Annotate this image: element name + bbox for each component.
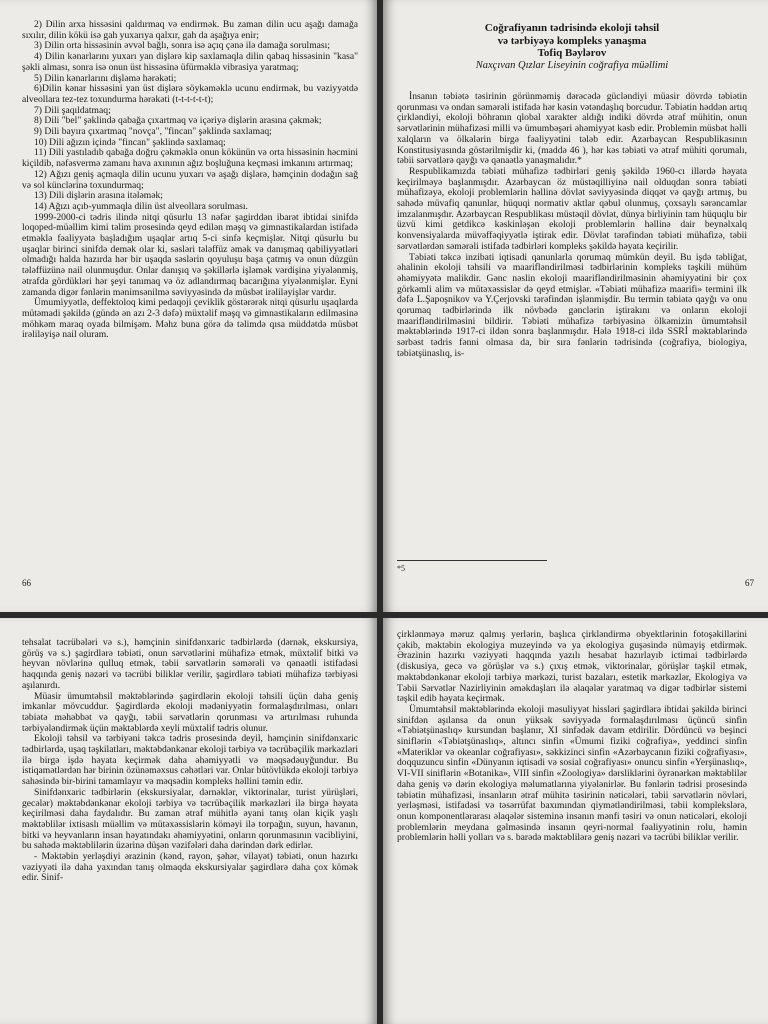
exercise-item: 8) Dili "bel" şəklində qabağa çıxartmaq və içəriyə dişlərin arasına çəkmək; [34, 115, 322, 127]
exercise-item: 2) Dilin arxa hissəsini qaldırmaq və endirmək. Bu zaman dilin ucu aşağı damağa sıxılır, dilin kökü isə gah yuxarıya qalxır, gah da aşağıya enir; [22, 19, 358, 41]
page-69-body [397, 630, 747, 844]
body-paragraph: Ümumiyyətlə, deffektoloq kimi pedaqoji çeviklik göstərərək nitqi qüsurlu uşaqlarda mütəmadi şəkildə (gündə ən azı 2-3 dəfə) müxtəlif məşq və gimnastikaların edilməsinə möhkəm maraq oyada bilmişəm. Məhz buna görə də təlimdə qısa müddətdə müsbət irəliləyişə nail oluram. [22, 297, 358, 341]
body-paragraph: Ekoloji təhsil və tərbiyəni təkcə tədris prosesində deyil, həmçinin sinifdənxaric tədbirlərdə, uşaq təşkilatları, məktəbdənkənar ekoloji tərbiyə və təcrübəçilik mərkəzləri ilə birgə işdə həyata keçirmək daha əhəmiyyətli və məqsədəuyğundur. Bu istiqamətlərdən hər birinin özünəməxsus cəhətləri var. Onlar bütövlükdə ekoloji tərbiyə sahəsində bir-birini tamamlayır və məqsədin kompleks həllini təmin edir. [22, 733, 358, 788]
body-paragraph: İnsanın təbiətə təsirinin görünməmiş dərəcədə gücləndiyi müasir dövrdə təbiətin qorunması və ondan səmərəli istifadə hər kəsin vətəndaşlıq borcudur. Təbiətin həddən artıq çirkləndiyi, ekoloji böhranın qlobal xarakter aldığı indiki dövrdə ətraf mühitin, onun sərvətlərinin mühafizəsi milli və ümumbəşəri əhəmiyyət kəsb edir. Problemin müsbət həlli xalqların və ölkələrin birgə fəaliyyətini tələb edir. Azərbaycan Respublikasının Konstitusiyasında göstərilmişdir ki, (maddə 46 ), hər kəs təbiəti və ətraf mühiti qorumalı, təbii sərvətlərə qayğı və qənaətlə yanaşmalıdır.* [397, 91, 747, 167]
bottom-book-spread [0, 618, 768, 1024]
exercise-item: 6)Dilin kənar hissəsini yan üst dişlərə söykəməklə ucunu endirmək, bu vəziyyətdə alveollara tez-tez toxundurma hərəkəti (t-t-t-t-t-t); [22, 83, 358, 105]
footnote [397, 560, 747, 573]
article-heading [397, 22, 747, 72]
article-title-line-2: və tərbiyəyə kompleks yanaşma [497, 34, 647, 47]
page-number: 66 [22, 578, 31, 588]
page-68 [0, 618, 377, 1024]
exercise-item: 7) Dili şaqıldatmaq; [34, 104, 111, 116]
exercise-item: 10) Dili ağızın içində "fincan" şəklində saxlamaq; [34, 136, 226, 148]
footnote-text: *5 [397, 564, 405, 573]
page-68-body [22, 638, 358, 884]
exercise-item: 13) Dili dişlərin arasına itələmək; [34, 190, 163, 202]
body-paragraph: Ümumtəhsil məktəblərində ekoloji məsuliyyət hissləri şagirdlərə ibtidai şəkildə birinci sinifdən aşılansa da onun yüksək səviyyədə formalaşdırılması üçüncü sinfin «Təbiətşünaslıq» kursundan başlanır, XI sinfədək davam etdirilir. Dördüncü və beşinci siniflərin «Təbiətşünaslıq», altıncı sinfin «Ümumi fiziki coğrafiya», yeddinci sinfin «Materiklər və okeanlar coğrafiyası», səkkizinci sinfin «Azərbaycanın fiziki coğrafiyası», doqquzuncu sinfin «Dünyanın iqtisadi və sosial coğrafiyası» onuncu sinfin «Yerşünaslıq», VI-VII siniflərin «Botanika», VIII sinfin «Zoologiya» dərsliklərini öyrənərkən məktəblilər daha geniş və dərin ekologiya məlumatlarına yiyələnirlər. Bu fənlərin tədrisi prosesində təbiətin mühafizəsi, insanların ətraf mühitə təsirinin nəticələri, təbii sərvətlərin növləri, yerləşməsi, istifadəsi və təsərrüfat baxımından qiymətləndirilməsi, təbii komplekslərə, onun komponentlərarası əlaqələr sisteminə insanın mənfi təsiri və onun nəticələri, ekoloji problemlərin meydana gəlməsində insanın qeyri-normal fəaliyyətinin rolu, həmin problemlərin həlli yolları və s. barədə məktəblilərə geniş nəzəri və təcrübi biliklər verilir. [397, 703, 747, 844]
exercise-item: 11) Dili yastıladıb qabağa doğru çəkməklə onun kökünün və orta hissəsinin həcmini kiçildib, nəfəsvermə zamanı hava axınının ağız boşluğuna keçməsi imkanını artırmaq; [22, 147, 358, 170]
author-affiliation: Naxçıvan Qızlar Liseyinin coğrafiya müəllimi [475, 59, 669, 71]
body-paragraph: tehsalat təcrübələri və s.), həmçinin sinifdənxaric tədbirlərdə (dərnək, ekskursiya, görüş və s.) şagirdlərə təbiəti, onun sərvətlərini mühafizə etmək, müxtəlif bitki və heyvan növlərinə qulluq etmək, təbii sərvətlərin səmərəli və qənaətli istifadəsi haqqında geniş nəzəri və təcrübi biliklər verilir, şagirdlərə təbiəti mühafizə tərbiyəsi aşılanırdı. [22, 637, 358, 691]
page-66-body [22, 20, 358, 341]
body-paragraph: - Məktəbin yerləşdiyi ərazinin (kənd, rayon, şəhər, vilayət) təbiəti, onun hazırkı vəziyyəti ilə daha yaxından tanış olmaqda ekskursiyalar şagirdlərə daha çox kömək edir. Sinif- [22, 851, 358, 884]
page-69 [383, 618, 768, 1024]
article-title-line-1: Coğrafiyanın tədrisində ekoloji təhsil [484, 22, 660, 34]
footnote-rule [397, 560, 547, 561]
exercise-item: 5) Dilin kənarlarını dişləmə hərəkəti; [34, 72, 177, 84]
body-paragraph: Müasir ümumtəhsil məktəblərində şagirdlərin ekoloji təhsili üçün daha geniş imkanlar mövcuddur. Şagirdlərdə ekoloji mədəniyyətin formalaşdırılması, onları təbiətə məhəbbət və qayğı, təbii sərvətlərin qorunması və artırılması ruhunda tərbiyələndirmək üçün məktəblərdə xeyli müxtəlif tədris olunur. [22, 690, 358, 734]
page-67-body [397, 92, 747, 360]
exercise-item: 3) Dilin orta hissəsinin əvvəl bağlı, sonra isə açıq çənə ilə damağa sorulması; [34, 40, 330, 52]
page-66 [0, 0, 377, 612]
exercise-item: 4) Dilin kənarlarını yuxarı yan dişlərə kip saxlamaqla dilin qabaq hissəsinin "kasa" şəkli alması, sonra isə onun üst hissəsinə üfürməklə vibrasiya yaratmaq; [22, 51, 358, 73]
page-67 [383, 0, 768, 612]
body-paragraph: Respublikamızda təbiəti mühafizə tədbirləri geniş şəkildə 1960-cı illərdə həyata keçirilməyə başlanmışdır. Azərbaycan öz müstəqilliyinə nail olduqdan sonra təbiəti mühafizəyə, ekoloji problemlərin həllinə dövlət səviyyəsində diqqət və qayğı artmış, bu sahədə müvafiq qanunlar, hüquqi normativ aktlar qəbul olunmuş, çoxsaylı sərəncamlar imzalanmışdır. Azərbaycan Respublikası müstəqil dövlət, dünya birliyinin tam hüquqlu bir üzvü kimi getdikcə kəskinləşən ekoloji problemlərin həllinə dair beynəlxalq konvensiyalarda müvəffəqiyyətlə iştirak edir. Dövlət tərəfindən təbiəti mühafizə, təbii sərvətlərdən səmərəli istifadə tədbirləri kompleks şəkildə həyata keçirilir. [397, 165, 747, 252]
body-paragraph: Təbiəti təkcə inzibati iqtisadi qanunlarla qorumaq mümkün deyil. Bu işdə təbliğat, əhalinin ekoloji təhsili və maarifləndirilməsi tədbirlərinin kompleks təşkili mühüm əhəmiyyətə malikdir. Gənc nəslin ekoloji maarifləndirilməsinin əhəmiyyətini bir çox görkəmli alim və mütəxəssislər də qeyd etmişlər. «Təbiəti mühafizə maarifi» termini ilk dəfə L.Şapoşnikov və Y.Çerjovski tərəfindən işlənmişdir. Bu termin təbiətə qayğı və onu qorumaq tədbirlərində ilk növbədə gənclərin iştirakını və onların ekoloji maarifləndirilməsini bildirir. Təbiəti mühafizə tərbiyəsinə ölkəmizin ümumtəhsil məktəblərində 1917-ci ildən sonra başlanmışdır. Hələ 1918-ci ildə SSRİ məktəblərində sərbəst tədris fənni olmasa da, bir sıra fənlərin tədrisində (coğrafiya, biologiya, təbiətşünaslıq, is- [397, 251, 747, 359]
body-paragraph: çirklənməyə məruz qalmış yerlərin, başlıca çirkləndirmə obyektlərinin fotoşəkillərini çəkib, məktəbin ekologiya muzeyində və ya ekologiya guşəsində nümayiş etdirmək. Ərazinin hazırkı vəziyyəti haqqında yazılı hesabat hazırlayıb ictimai tədbirlərdə (diskusiya, gecə və görüşlər və s.) çıxış etmək, viktorinalar, görüşlər təşkil etmək, məktəbdənkənar ekoloji tərbiyə mərkəzi, turist bazaları, estetik mərkəzlər, Ekologiya və Təbii Sərvətlər Nazirliyinin əməkdaşları ilə əlaqələr yaratmaq və digər tədbirlər sistemi təşkil edib həyata keçirmək. [397, 629, 747, 705]
body-paragraph: Sinifdənxaric tədbirlərin (ekskursiyalar, dərnəklər, viktorinalar, turist yürüşləri, gecələr) məktəbdənkənar ekoloji tərbiyə və təcrübəçilik mərkəzləri ilə birgə həyata keçirilməsi daha faydalıdır. Bu zaman ətraf mühitlə əyani tanış olan kiçik yaşlı məktəblilər ixtisaslı müəllim və mütəxəssislərin köməyi ilə torpağın, suyun, havanın, bitki və heyvanların insan həyatındakı əhəmiyyətini, onların qorunmasının vacibliyini, bu sahədə məktəblilərin üzərinə düşən vəzifələri daha dərindən dərk edirlər. [22, 786, 358, 852]
body-paragraph: 1999-2000-ci tədris ilində nitqi qüsurlu 13 nəfər şagirddən ibarət ibtidai sinifdə loqoped-müəllim kimi təlim prosesində qeyd edilən məşq və gimnastikalardan istifadə etməklə fəaliyyətə başladığım uşaqlar artıq 5-ci sinfə keçmişlər. Nitqi qüsurlu bu uşaqlar birinci sinifdə demək olar ki, səsləri tələffüz əmək və danışmaq qabiliyyətləri olmadığı halda hazırda hər bir uşaqda səslərin qoyuluşu başa çatmış və onun düzgün tələffüzünə nail olunmuşdur. Onlar danışıq və şəkillərlə işləmək vərdişinə yiyələnmiş, ətrafda gördükləri hər şeyi tanımaq və öz adlandırmaq bacarığına yiyələnmişlər. Eyni zamanda digər fənlərin mənimsənilmə səviyyəsində də müsbət irəliləyişlər vardır. [22, 211, 358, 298]
page-number: 67 [745, 578, 754, 588]
exercise-item: 9) Dili bayıra çıxartmaq "novça", "fincan" şəklində saxlamaq; [34, 126, 272, 138]
exercise-item: 12) Ağızı geniş açmaqla dilin ucunu yuxarı və aşağı dişlərə, həmçinin dodağın sağ və sol küncləri̇nə toxundurmaq; [22, 168, 358, 191]
exercise-item: 14) Ağızı açıb-yummaqla dilin üst alveollara sorulması. [34, 200, 248, 212]
article-author: Tofiq Bəylərov [537, 47, 607, 59]
